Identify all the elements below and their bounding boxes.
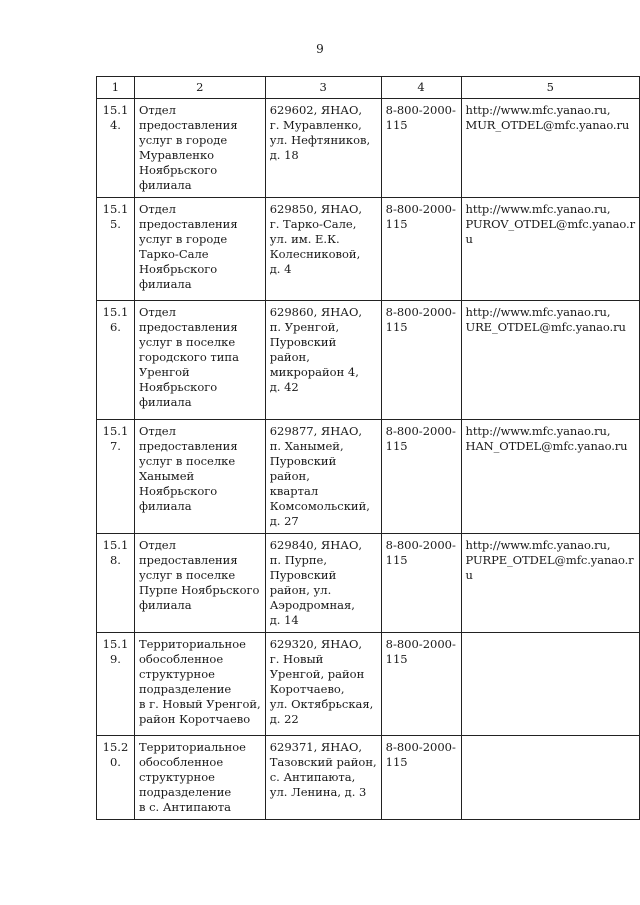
office-phone xyxy=(381,420,461,534)
office-name-line: филиала xyxy=(138,598,192,612)
office-name-line: предоставления xyxy=(138,553,238,567)
office-contact xyxy=(461,420,639,534)
office-name-line: обособленное xyxy=(138,755,224,769)
office-contact-line: http://www.mfc.yanao.ru, xyxy=(465,103,611,117)
office-address-line: д. 14 xyxy=(269,613,299,627)
office-name-line: филиала xyxy=(138,395,192,409)
office-name-line: предоставления xyxy=(138,439,238,453)
office-contact xyxy=(461,534,639,633)
header-cell: 2 xyxy=(134,77,265,99)
office-contact xyxy=(461,301,639,420)
office-address-line: п. Ханымей, xyxy=(269,439,344,453)
office-address-line: Пуровский xyxy=(269,454,337,468)
office-phone-line: 115 xyxy=(385,217,408,231)
office-phone xyxy=(381,198,461,301)
office-name-line: структурное xyxy=(138,770,215,784)
office-address-line: Аэродромная, xyxy=(269,598,355,612)
office-name-line: район Коротчаево xyxy=(138,712,251,726)
office-address-line: район, xyxy=(269,469,310,483)
office-name-line: Тарко-Сале xyxy=(138,247,209,261)
office-name xyxy=(134,534,265,633)
office-address-line: п. Уренгой, xyxy=(269,320,340,334)
office-name-line: Ноябрьского xyxy=(138,262,218,276)
office-name-line: структурное xyxy=(138,667,215,681)
office-address-line: Пуровский xyxy=(269,335,337,349)
office-contact xyxy=(461,736,639,820)
header-cell: 1 xyxy=(97,77,135,99)
office-address-line: ул. Нефтяников, xyxy=(269,133,371,147)
office-name-line: филиала xyxy=(138,499,192,513)
office-name-line: предоставления xyxy=(138,217,238,231)
office-name-line: Пурпе Ноябрьского xyxy=(138,583,260,597)
office-address-line: микрорайон 4, xyxy=(269,365,359,379)
office-name-line: услуг в поселке xyxy=(138,335,236,349)
office-phone xyxy=(381,99,461,198)
office-address-line: квартал xyxy=(269,484,319,498)
office-address xyxy=(265,534,381,633)
office-address-line: г. Новый xyxy=(269,652,324,666)
office-name-line: Уренгой xyxy=(138,365,190,379)
office-address-line: д. 4 xyxy=(269,262,292,276)
table-row xyxy=(97,198,640,301)
office-address-line: 629371, ЯНАО, xyxy=(269,740,363,754)
office-phone-line: 115 xyxy=(385,755,408,769)
office-phone-line: 8-800-2000- xyxy=(385,538,456,552)
office-name xyxy=(134,633,265,736)
row-number: 15.18. xyxy=(97,534,135,633)
office-name-line: услуг в поселке xyxy=(138,568,236,582)
office-address-line: 629840, ЯНАО, xyxy=(269,538,363,552)
table-row xyxy=(97,633,640,736)
office-address-line: г. Тарко-Сале, xyxy=(269,217,357,231)
office-phone-line: 115 xyxy=(385,553,408,567)
office-name-line: подразделение xyxy=(138,682,232,696)
table-row xyxy=(97,99,640,198)
office-phone-line: 115 xyxy=(385,320,408,334)
office-address xyxy=(265,420,381,534)
office-address-line: ул. им. Е.К. xyxy=(269,232,340,246)
row-number: 15.16. xyxy=(97,301,135,420)
office-phone-line: 8-800-2000- xyxy=(385,637,456,651)
row-number: 15.14. xyxy=(97,99,135,198)
offices-table xyxy=(96,76,640,820)
office-address-line: д. 27 xyxy=(269,514,299,528)
office-phone-line: 8-800-2000- xyxy=(385,740,456,754)
office-address-line: д. 42 xyxy=(269,380,299,394)
office-name-line: услуг в городе xyxy=(138,133,228,147)
office-address-line: 629860, ЯНАО, xyxy=(269,305,363,319)
row-number: 15.17. xyxy=(97,420,135,534)
office-contact-line: http://www.mfc.yanao.ru, xyxy=(465,538,611,552)
office-name xyxy=(134,301,265,420)
office-contact-line: HAN_OTDEL@mfc.yanao.ru xyxy=(465,439,628,453)
office-contact-line: u xyxy=(465,568,473,582)
table-row xyxy=(97,420,640,534)
office-contact-line: http://www.mfc.yanao.ru, xyxy=(465,202,611,216)
office-name-line: Территориальное xyxy=(138,740,246,754)
office-phone-line: 8-800-2000- xyxy=(385,305,456,319)
office-name-line: предоставления xyxy=(138,118,238,132)
office-name-line: услуг в поселке xyxy=(138,454,236,468)
office-address-line: Комсомольский, xyxy=(269,499,370,513)
office-name-line: Ноябрьского xyxy=(138,484,218,498)
office-address xyxy=(265,301,381,420)
office-name-line: Отдел xyxy=(138,103,176,117)
office-name xyxy=(134,198,265,301)
office-phone xyxy=(381,633,461,736)
office-name-line: Ноябрьского xyxy=(138,380,218,394)
office-contact-line: MUR_OTDEL@mfc.yanao.ru xyxy=(465,118,630,132)
header-cell: 5 xyxy=(461,77,639,99)
office-contact-line: PUROV_OTDEL@mfc.yanao.r xyxy=(465,217,635,231)
office-address-line: д. 18 xyxy=(269,148,299,162)
office-address-line: район, ул. xyxy=(269,583,332,597)
office-name-line: в г. Новый Уренгой, xyxy=(138,697,261,711)
office-contact-line: URE_OTDEL@mfc.yanao.ru xyxy=(465,320,626,334)
office-name-line: услуг в городе xyxy=(138,232,228,246)
office-phone-line: 115 xyxy=(385,652,408,666)
office-address-line: с. Антипаюта, xyxy=(269,770,356,784)
office-name-line: предоставления xyxy=(138,320,238,334)
row-number: 15.15. xyxy=(97,198,135,301)
office-contact xyxy=(461,633,639,736)
table-row xyxy=(97,534,640,633)
office-name-line: Отдел xyxy=(138,538,176,552)
office-name-line: Отдел xyxy=(138,305,176,319)
office-name-line: филиала xyxy=(138,178,192,192)
office-address xyxy=(265,99,381,198)
office-contact-line: u xyxy=(465,232,473,246)
office-contact-line: http://www.mfc.yanao.ru, xyxy=(465,424,611,438)
office-phone-line: 115 xyxy=(385,118,408,132)
office-address-line: район, xyxy=(269,350,310,364)
header-cell: 3 xyxy=(265,77,381,99)
office-address xyxy=(265,736,381,820)
office-name-line: обособленное xyxy=(138,652,224,666)
office-contact-line: PURPE_OTDEL@mfc.yanao.r xyxy=(465,553,634,567)
office-phone xyxy=(381,534,461,633)
office-name-line: городского типа xyxy=(138,350,239,364)
header-row xyxy=(97,77,640,99)
office-address-line: ул. Ленина, д. 3 xyxy=(269,785,367,799)
office-phone-line: 8-800-2000- xyxy=(385,202,456,216)
office-address-line: 629850, ЯНАО, xyxy=(269,202,363,216)
office-name-line: Муравленко xyxy=(138,148,215,162)
office-name xyxy=(134,99,265,198)
office-address xyxy=(265,633,381,736)
office-name-line: Отдел xyxy=(138,202,176,216)
office-name-line: Ханымей xyxy=(138,469,195,483)
office-address-line: ул. Октябрьская, xyxy=(269,697,374,711)
office-name-line: Территориальное xyxy=(138,637,246,651)
table-row xyxy=(97,301,640,420)
office-address-line: Уренгой, район xyxy=(269,667,365,681)
office-address-line: 629602, ЯНАО, xyxy=(269,103,363,117)
office-address-line: Колесниковой, xyxy=(269,247,361,261)
table-row xyxy=(97,736,640,820)
office-name xyxy=(134,736,265,820)
office-phone-line: 8-800-2000- xyxy=(385,424,456,438)
office-address-line: п. Пурпе, xyxy=(269,553,327,567)
office-address-line: 629320, ЯНАО, xyxy=(269,637,363,651)
office-contact xyxy=(461,99,639,198)
header-cell: 4 xyxy=(381,77,461,99)
office-address-line: Пуровский xyxy=(269,568,337,582)
office-contact xyxy=(461,198,639,301)
office-address-line: Коротчаево, xyxy=(269,682,345,696)
office-address-line: Тазовский район, xyxy=(269,755,377,769)
office-name-line: Отдел xyxy=(138,424,176,438)
row-number: 15.19. xyxy=(97,633,135,736)
office-address-line: 629877, ЯНАО, xyxy=(269,424,363,438)
office-name-line: подразделение xyxy=(138,785,232,799)
office-phone-line: 115 xyxy=(385,439,408,453)
office-name-line: в с. Антипаюта xyxy=(138,800,231,814)
office-phone-line: 8-800-2000- xyxy=(385,103,456,117)
office-phone xyxy=(381,301,461,420)
office-address xyxy=(265,198,381,301)
office-address-line: д. 22 xyxy=(269,712,299,726)
office-phone xyxy=(381,736,461,820)
row-number: 15.20. xyxy=(97,736,135,820)
office-name-line: филиала xyxy=(138,277,192,291)
office-address-line: г. Муравленко, xyxy=(269,118,362,132)
page-number: 9 xyxy=(316,42,324,56)
office-name xyxy=(134,420,265,534)
office-contact-line: http://www.mfc.yanao.ru, xyxy=(465,305,611,319)
office-name-line: Ноябрьского xyxy=(138,163,218,177)
